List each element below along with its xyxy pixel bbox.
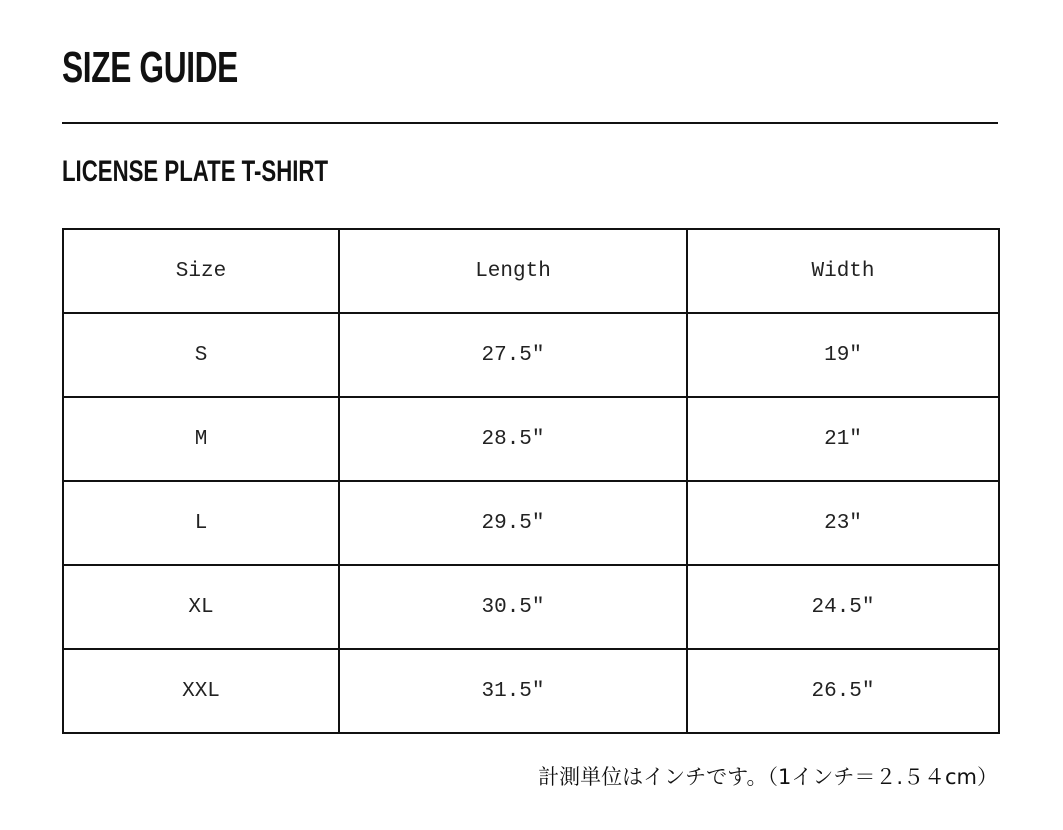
table-header-row	[63, 229, 999, 313]
width-cell: 26.5"	[687, 649, 999, 733]
size-cell: XL	[63, 565, 339, 649]
page-title: SIZE GUIDE	[62, 43, 238, 92]
width-cell: 23"	[687, 481, 999, 565]
size-cell: S	[63, 313, 339, 397]
column-header-size: Size	[63, 229, 339, 313]
size-table	[62, 228, 1000, 734]
product-title: LICENSE PLATE T-SHIRT	[62, 155, 329, 188]
width-cell: 21"	[687, 397, 999, 481]
size-cell: L	[63, 481, 339, 565]
length-cell: 29.5"	[339, 481, 687, 565]
table-row	[63, 397, 999, 481]
length-cell: 31.5"	[339, 649, 687, 733]
table-row	[63, 313, 999, 397]
length-cell: 30.5"	[339, 565, 687, 649]
size-cell: XXL	[63, 649, 339, 733]
width-cell: 24.5"	[687, 565, 999, 649]
column-header-length: Length	[339, 229, 687, 313]
length-cell: 28.5"	[339, 397, 687, 481]
size-cell: M	[63, 397, 339, 481]
table-row	[63, 649, 999, 733]
table-row	[63, 565, 999, 649]
column-header-width: Width	[687, 229, 999, 313]
unit-footnote: 計測単位はインチです。（1インチ＝２.５４cm）	[538, 765, 998, 789]
table-row	[63, 481, 999, 565]
title-divider	[62, 122, 998, 124]
length-cell: 27.5"	[339, 313, 687, 397]
width-cell: 19"	[687, 313, 999, 397]
